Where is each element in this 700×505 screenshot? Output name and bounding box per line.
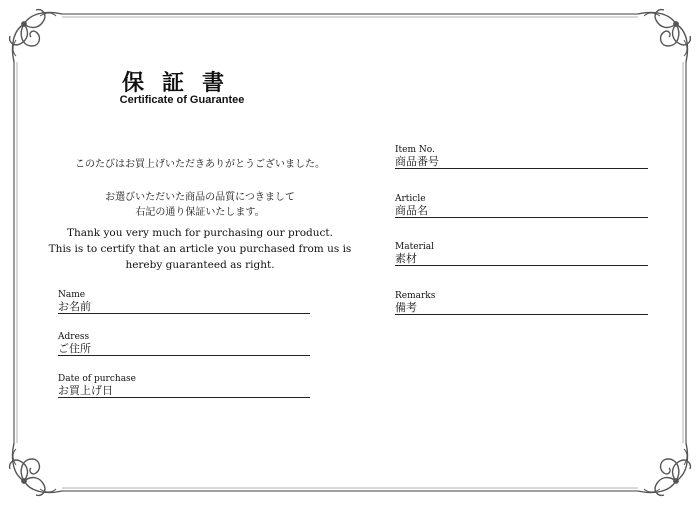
purchase-date-label-en: Date of purchase xyxy=(58,374,137,384)
item-number-label-en: Item No. xyxy=(395,145,435,155)
name-field[interactable] xyxy=(58,290,310,314)
thank-you-message-en-3: hereby guaranteed as right. xyxy=(125,259,275,271)
name-label-ja: お名前 xyxy=(58,300,91,313)
purchase-date-field[interactable] xyxy=(58,374,310,398)
thank-you-message-ja-3: 右記の通り保証いたします。 xyxy=(135,207,265,218)
item-number-label-ja: 商品番号 xyxy=(395,155,439,168)
remarks-label-en: Remarks xyxy=(395,291,436,301)
thank-you-message-ja-2: お選びいただいた商品の品質につきまして xyxy=(105,192,295,203)
material-label-en: Material xyxy=(395,242,434,252)
thank-you-message-en-1: Thank you very much for purchasing our product. xyxy=(67,227,333,239)
certificate-title-ja: 保証書 xyxy=(121,70,242,96)
purchase-date-label-ja: お買上げ日 xyxy=(58,384,113,397)
corner-ornament-bottom-left xyxy=(10,443,62,495)
address-label-ja: ご住所 xyxy=(58,342,91,355)
material-field[interactable] xyxy=(395,242,648,266)
corner-ornament-bottom-right xyxy=(638,443,690,495)
address-label-en: Adress xyxy=(58,332,90,342)
certificate-title-en: Certificate of Guarantee xyxy=(119,94,245,106)
address-field[interactable] xyxy=(58,332,310,356)
material-label-ja: 素材 xyxy=(395,252,417,265)
remarks-label-ja: 備考 xyxy=(395,301,417,314)
article-label-ja: 商品名 xyxy=(395,204,428,217)
thank-you-message-ja-1: このたびはお買上げいただきありがとうございました。 xyxy=(75,159,325,170)
article-field[interactable] xyxy=(395,194,648,218)
remarks-field[interactable] xyxy=(395,291,648,315)
corner-ornament-top-left xyxy=(10,10,62,62)
article-label-en: Article xyxy=(395,194,426,204)
item-number-field[interactable] xyxy=(395,145,648,169)
thank-you-message-en-2: This is to certify that an article you purchased from us is xyxy=(48,243,352,255)
corner-ornament-top-right xyxy=(638,10,690,62)
name-label-en: Name xyxy=(58,290,86,300)
